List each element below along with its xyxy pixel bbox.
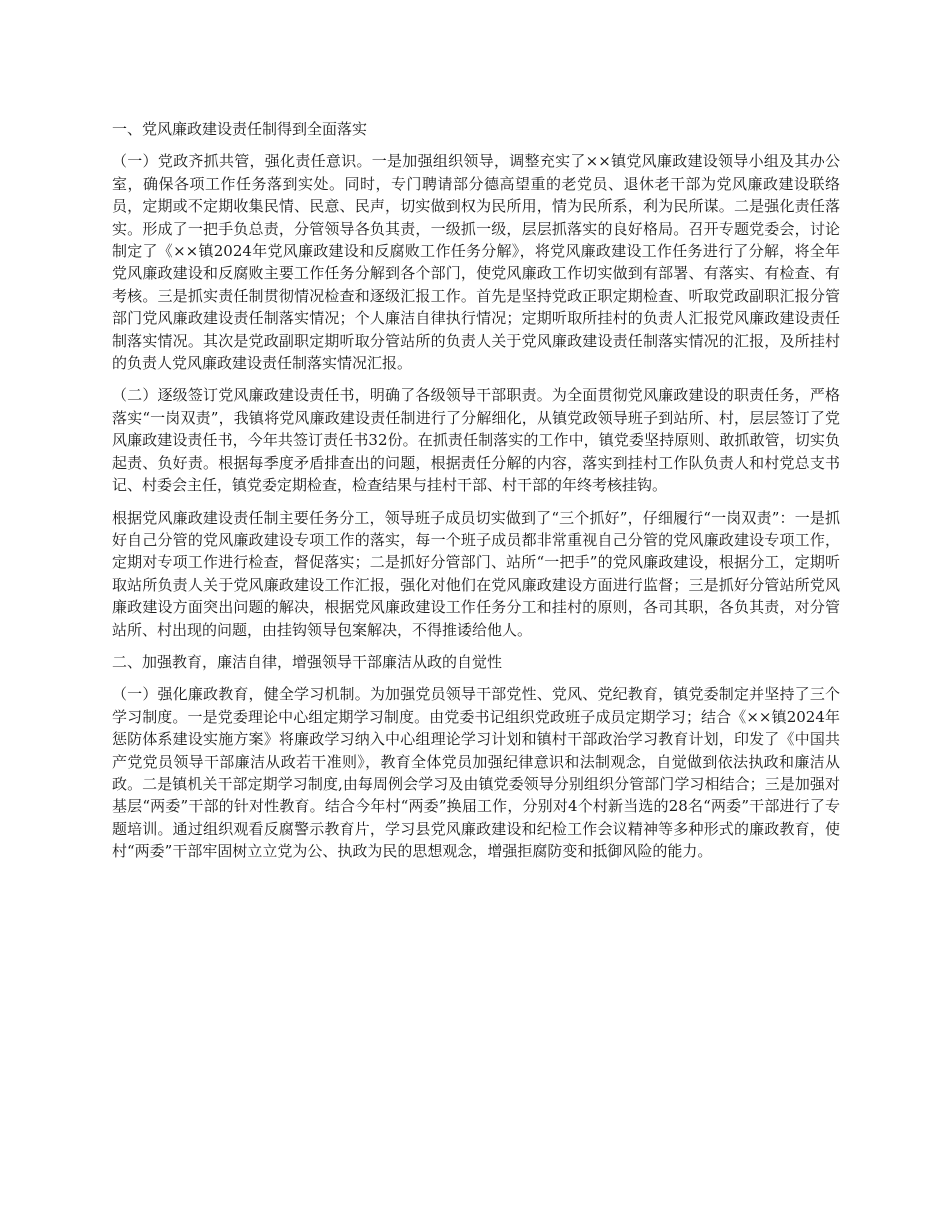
document-body bbox=[112, 118, 840, 873]
paragraph-1-2: （二）逐级签订党风廉政建设责任书，明确了各级领导干部职责。为全面贯彻党风廉政建设的职责任务，严格落实“一岗双责”，我镇将党风廉政建设责任制进行了分解细化，从镇党政领导班子到站所、村，层层签订了党风廉政建设责任书，今年共签订责任书32份。在抓责任制落实的工作中，镇党委坚持原则、敢抓敢管，切实负起责、负好责。根据每季度矛盾排查出的问题，根据责任分解的内容，落实到挂村工作队负责人和村党总支书记、村委会主任，镇党委定期检查，检查结果与挂村干部、村干部的年终考核挂钩。 bbox=[112, 386, 840, 495]
section-heading-1: 一、党风廉政建设责任制得到全面落实 bbox=[112, 120, 368, 138]
paragraph-2-1: （一）强化廉政教育，健全学习机制。为加强党员领导干部党性、党风、党纪教育，镇党委制定并坚持了三个学习制度。一是党委理论中心组定期学习制度。由党委书记组织党政班子成员定期学习；结合《××镇2024年惩防体系建设实施方案》将廉政学习纳入中心组理论学习计划和镇村干部政治学习教育计划，印发了《中国共产党党员领导干部廉洁从政若干准则》，教育全体党员加强纪律意识和法制观念，自觉做到依法执政和廉洁从政。二是镇机关干部定期学习制度,由每周例会学习及由镇党委领导分别组织分管部门学习相结合；三是加强对基层“两委”干部的针对性教育。结合今年村“两委”换届工作，分别对4个村新当选的28名“两委”干部进行了专题培训。通过组织观看反腐警示教育片，学习县党风廉政建设和纪检工作会议精神等多种形式的廉政教育，使村“两委”干部牢固树立立党为公、执政为民的思想观念，增强拒腐防变和抵御风险的能力。 bbox=[112, 685, 840, 861]
paragraph-1-3: 根据党风廉政建设责任制主要任务分工，领导班子成员切实做到了“三个抓好”，仔细履行“一岗双责”：一是抓好自己分管的党风廉政建设专项工作的落实，每一个班子成员都非常重视自己分管的党风廉政建设专项工作，定期对专项工作进行检查，督促落实；二是抓好分管部门、站所“一把手”的党风廉政建设，根据分工，定期听取站所负责人关于党风廉政建设工作汇报，强化对他们在党风廉政建设方面进行监督；三是抓好分管站所党风廉政建设方面突出问题的解决，根据党风廉政建设工作任务分工和挂村的原则，各司其职，各负其责，对分管站所、村出现的问题，由挂钩领导包案解决，不得推诿给他人。 bbox=[112, 508, 840, 639]
paragraph-1-1: （一）党政齐抓共管，强化责任意识。一是加强组织领导，调整充实了××镇党风廉政建设领导小组及其办公室，确保各项工作任务落到实处。同时，专门聘请部分德高望重的老党员、退休老干部为党风廉政建设联络员，定期或不定期收集民情、民意、民声，切实做到权为民所用，情为民所系，利为民所谋。二是强化责任落实。形成了一把手负总责，分管领导各负其责，一级抓一级，层层抓落实的良好格局。召开专题党委会，讨论制定了《××镇2024年党风廉政建设和反腐败工作任务分解》，将党风廉政建设工作任务进行了分解，将全年党风廉政建设和反腐败主要工作任务分解到各个部门，使党风廉政工作切实做到有部署、有落实、有检查、有考核。三是抓实责任制贯彻情况检查和逐级汇报工作。首先是坚持党政正职定期检查、听取党政副职汇报分管部门党风廉政建设责任制落实情况；个人廉洁自律执行情况；定期听取所挂村的负责人汇报党风廉政建设责任制落实情况。其次是党政副职定期听取分管站所的负责人关于党风廉政建设责任制落实情况的汇报，及所挂村的负责人党风廉政建设责任制落实情况汇报。 bbox=[112, 152, 840, 373]
section-heading-2: 二、加强教育，廉洁自律，增强领导干部廉洁从政的自觉性 bbox=[112, 652, 503, 671]
